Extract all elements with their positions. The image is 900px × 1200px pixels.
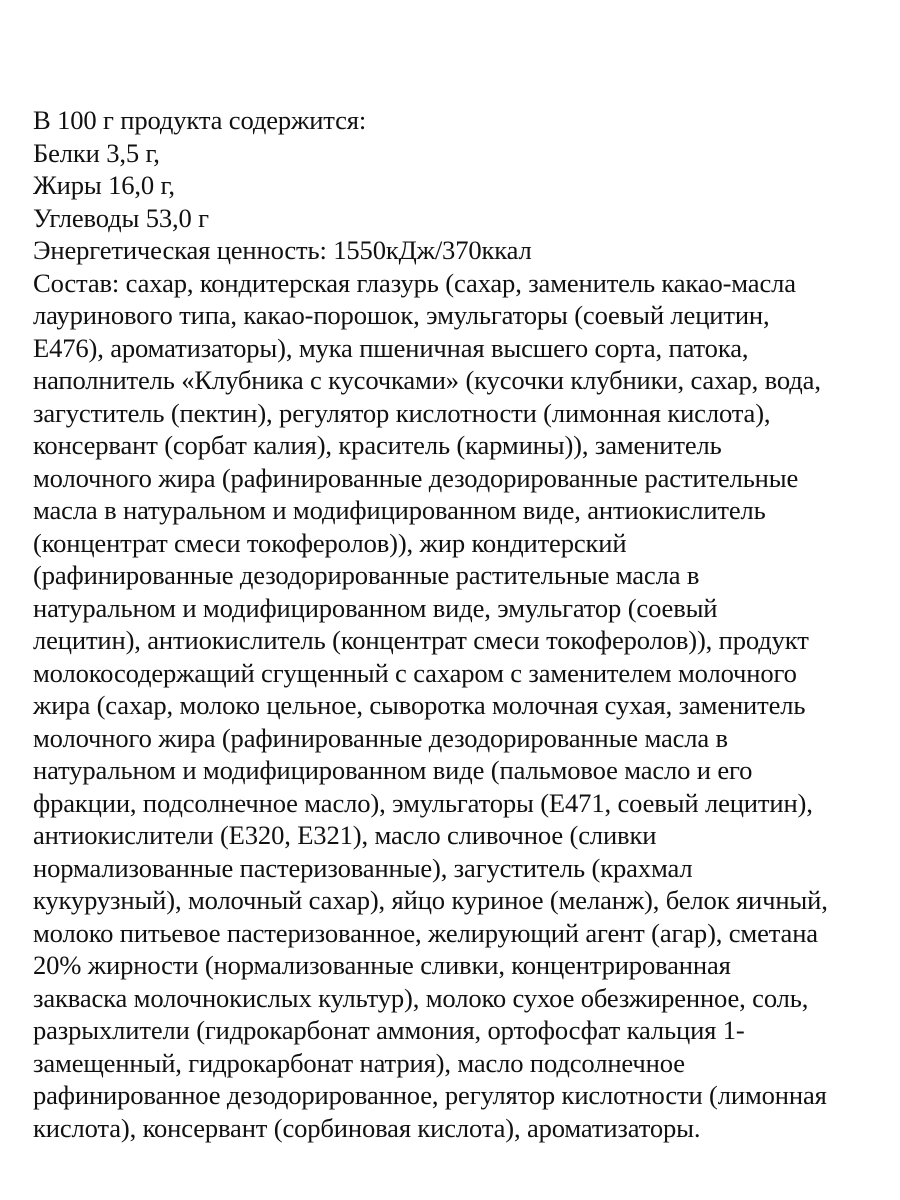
composition-line: молочного жира (рафинированные дезодорированные масла в [33,722,728,753]
composition-line: натуральном и модифицированном виде, эмульгатор (соевый [33,592,718,623]
protein-line: Белки 3,5 г, [33,137,160,168]
composition-line: жира (сахар, молоко цельное, сыворотка молочная сухая, заменитель [33,690,806,720]
composition-line: молоко питьевое пастеризованное, желирующий агент (агар), сметана [33,917,818,948]
composition-line: Состав: сахар, кондитерская глазурь (сахар, заменитель какао-масла [33,267,796,298]
composition-line: замещенный, гидрокарбонат натрия), масло подсолнечное [33,1047,685,1078]
fat-line: Жиры 16,0 г, [33,170,175,200]
composition-line: наполнитель «Клубника с кусочками» (кусочки клубники, сахар, вода, [33,365,821,395]
composition-line: фракции, подсолнечное масло), эмульгаторы (Е471, соевый лецитин), [33,787,813,818]
composition-line: масла в натуральном и модифицированном виде, антиокислитель [33,495,766,525]
composition-line: Е476), ароматизаторы), мука пшеничная высшего сорта, патока, [33,332,749,363]
carbs-line: Углеводы 53,0 г [33,202,209,233]
composition-line: (рафинированные дезодорированные растительные масла в [33,560,700,590]
product-label-text [33,104,883,1144]
energy-line: Энергетическая ценность: 1550кДж/370ккал [33,235,532,265]
composition-line: 20% жирности (нормализованные сливки, концентрированная [33,950,731,980]
composition-line: загуститель (пектин), регулятор кислотности (лимонная кислота), [33,397,771,428]
composition-line: разрыхлители (гидрокарбонат аммония, ортофосфат кальция 1- [33,1015,745,1045]
composition-line: лецитин), антиокислитель (концентрат смеси токоферолов)), продукт [33,625,809,655]
composition-line: молочного жира (рафинированные дезодорированные растительные [33,462,799,493]
composition-line: натуральном и модифицированном виде (пальмовое масло и его [33,755,753,785]
nutrition-header: В 100 г продукта содержится: [33,105,367,135]
composition-line: рафинированное дезодорированное, регулятор кислотности (лимонная [33,1080,827,1110]
composition-line: кислота), консервант (сорбиновая кислота), ароматизаторы. [33,1112,701,1143]
composition-line: нормализованные пастеризованные), загуститель (крахмал [33,852,693,883]
composition-line: антиокислители (Е320, Е321), масло сливочное (сливки [33,820,657,850]
composition-line: (концентрат смеси токоферолов)), жир кондитерский [33,527,627,558]
composition-line: кукурузный), молочный сахар), яйцо куриное (меланж), белок яичный, [33,885,828,915]
composition-line: лауринового типа, какао-порошок, эмульгаторы (соевый лецитин, [33,300,770,330]
composition-line: закваска молочнокислых культур), молоко сухое обезжиренное, соль, [33,982,809,1013]
composition-line: консервант (сорбат калия), краситель (кармины)), заменитель [33,430,722,460]
composition-line: молокосодержащий сгущенный с сахаром с заменителем молочного [33,657,797,688]
